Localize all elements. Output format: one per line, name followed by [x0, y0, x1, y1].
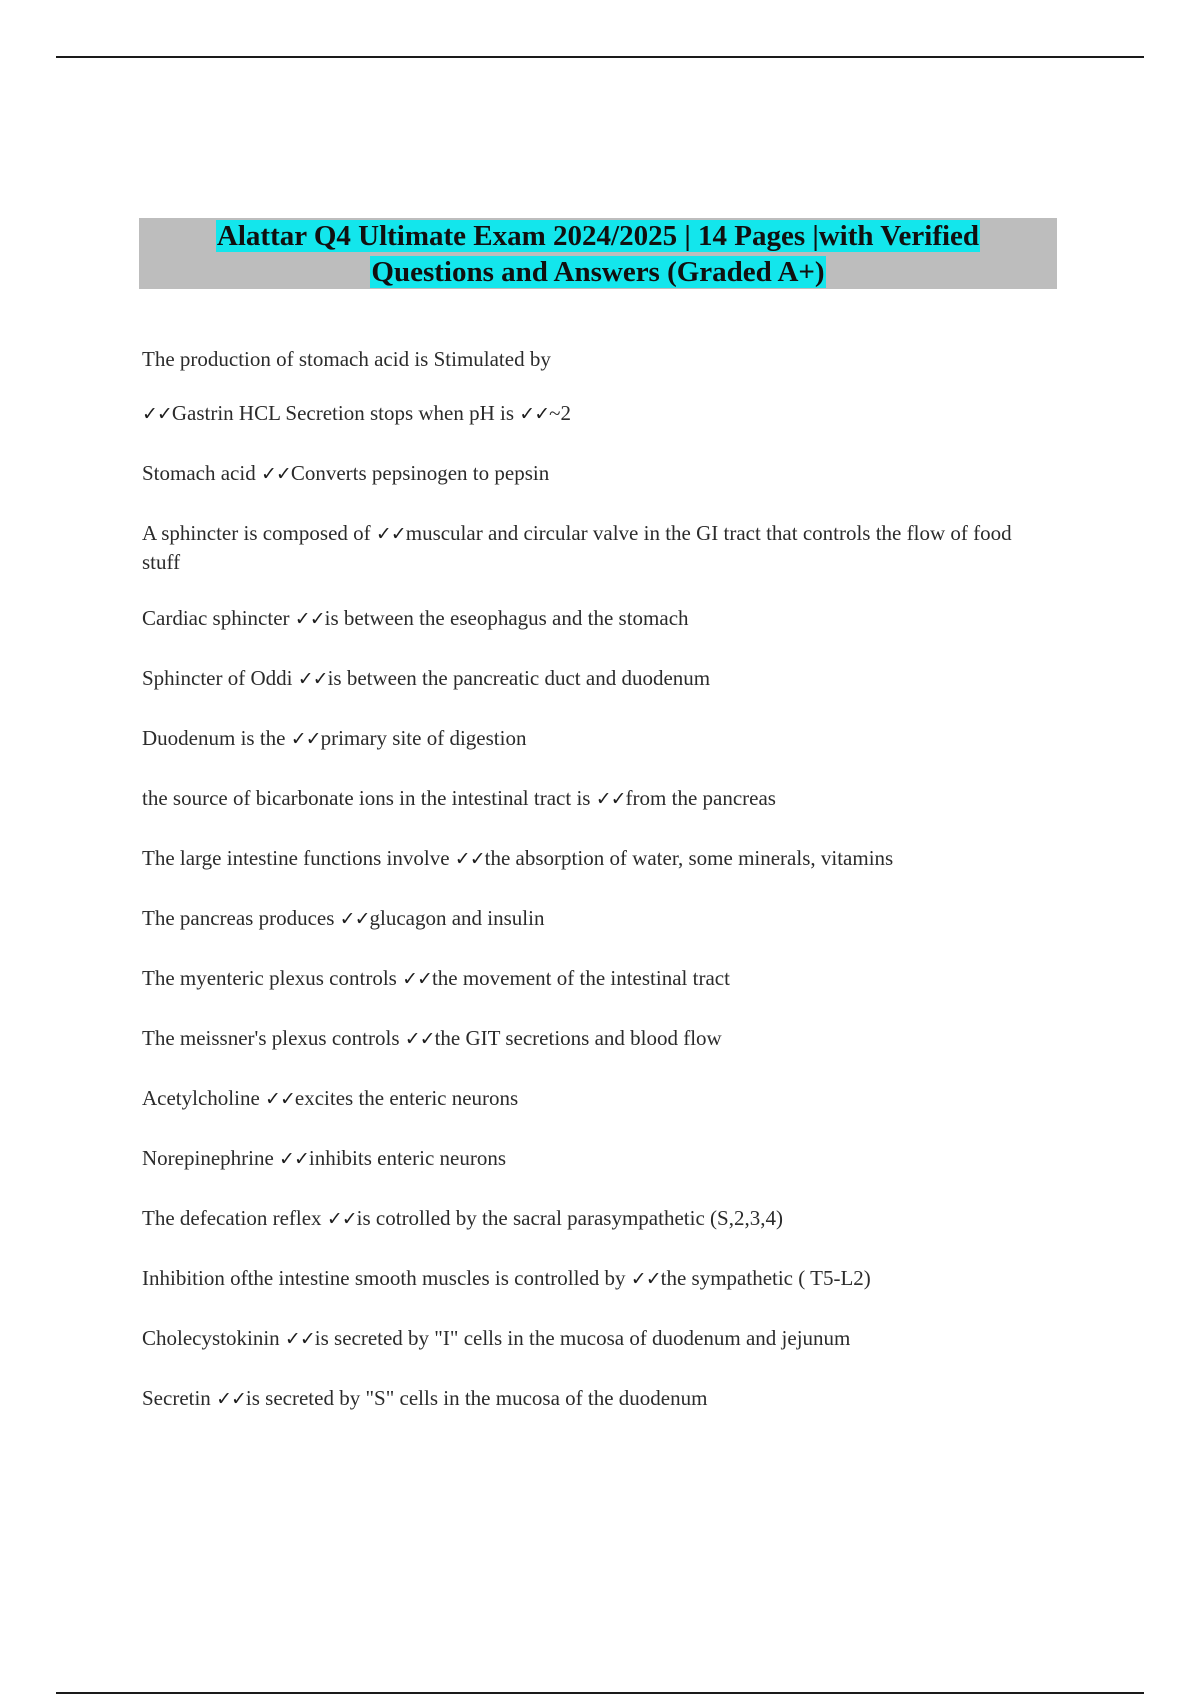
- qa-answer: the sympathetic ( T5-L2): [660, 1266, 871, 1290]
- qa-answer: is secreted by "S" cells in the mucosa of the duodenum: [245, 1386, 708, 1410]
- check-icon: ✓✓: [402, 968, 432, 990]
- qa-answer: is between the eseophagus and the stomach: [324, 606, 689, 630]
- qa-item: [142, 1084, 1022, 1113]
- qa-answer: is cotrolled by the sacral parasympathetic (S,2,3,4): [356, 1206, 783, 1230]
- title-line-1: [139, 218, 1057, 254]
- qa-question: Secretin: [142, 1386, 217, 1410]
- check-icon: ✓✓: [630, 1268, 661, 1290]
- qa-question: A sphincter is composed of: [142, 521, 376, 545]
- title-line-2-text: Questions and Answers (Graded A+): [371, 256, 825, 288]
- qa-question: Sphincter of Oddi: [142, 666, 298, 690]
- qa-answer: inhibits enteric neurons: [308, 1146, 507, 1170]
- title-line-2: [139, 254, 1057, 290]
- check-icon: ✓✓: [216, 1388, 246, 1410]
- qa-item: [142, 784, 1022, 813]
- qa-answer: from the pancreas: [625, 786, 776, 810]
- qa-answer: ~2: [549, 401, 571, 425]
- qa-question: Acetylcholine: [142, 1086, 266, 1110]
- check-icon: ✓✓: [454, 848, 485, 870]
- qa-question: The large intestine functions involve: [142, 846, 455, 870]
- qa-question: The meissner's plexus controls: [142, 1026, 405, 1050]
- qa-answer: glucagon and insulin: [369, 906, 545, 930]
- check-icon: ✓✓: [294, 608, 325, 630]
- qa-question: The pancreas produces: [142, 906, 340, 930]
- qa-answer: muscular and circular valve in the GI tract that controls the flow of food stuff: [142, 521, 1012, 574]
- check-icon: ✓✓: [339, 908, 370, 930]
- qa-answer: excites the enteric neurons: [294, 1086, 519, 1110]
- qa-item: [142, 1384, 1022, 1413]
- qa-item: [142, 1324, 1022, 1353]
- qa-answer: is secreted by "I" cells in the mucosa of duodenum and jejunum: [314, 1326, 851, 1350]
- qa-item: [142, 1024, 1022, 1053]
- qa-item: [142, 724, 1022, 753]
- check-icon: ✓✓: [375, 523, 406, 545]
- title-line-1-text: Alattar Q4 Ultimate Exam 2024/2025 | 14 Pages |with Verified: [216, 220, 980, 252]
- qa-question: Stomach acid: [142, 461, 261, 485]
- check-icon: ✓✓: [142, 403, 172, 425]
- qa-item: [142, 904, 1022, 933]
- document-title: [139, 218, 1057, 289]
- check-icon: ✓✓: [284, 1328, 315, 1350]
- check-icon: ✓✓: [519, 403, 550, 425]
- bottom-rule: [56, 1692, 1144, 1694]
- qa-question: Inhibition ofthe intestine smooth muscles is controlled by: [142, 1266, 631, 1290]
- qa-answer: the GIT secretions and blood flow: [434, 1026, 722, 1050]
- qa-question: The defecation reflex: [142, 1206, 327, 1230]
- qa-item: [142, 844, 1022, 873]
- top-rule: [56, 56, 1144, 58]
- check-icon: ✓✓: [404, 1028, 435, 1050]
- qa-item: [142, 399, 1022, 428]
- check-icon: ✓✓: [265, 1088, 295, 1110]
- qa-answer: primary site of digestion: [320, 726, 527, 750]
- qa-answer: is between the pancreatic duct and duodenum: [327, 666, 711, 690]
- check-icon: ✓✓: [326, 1208, 357, 1230]
- qa-item: [142, 1264, 1022, 1293]
- qa-item: [142, 345, 1022, 373]
- check-icon: ✓✓: [297, 668, 328, 690]
- qa-answer: the absorption of water, some minerals, vitamins: [484, 846, 894, 870]
- qa-list: [142, 314, 1022, 1413]
- check-icon: ✓✓: [290, 728, 321, 750]
- qa-item: [142, 664, 1022, 693]
- qa-item: [142, 1144, 1022, 1173]
- qa-item: [142, 604, 1022, 633]
- qa-answer: Gastrin HCL Secretion stops when pH is: [171, 401, 520, 425]
- qa-item: [142, 964, 1022, 993]
- qa-answer: Converts pepsinogen to pepsin: [290, 461, 550, 485]
- qa-question: Norepinephrine: [142, 1146, 280, 1170]
- qa-question: Cardiac sphincter: [142, 606, 295, 630]
- qa-question: The production of stomach acid is Stimulated by: [142, 347, 551, 371]
- qa-question: Duodenum is the: [142, 726, 291, 750]
- qa-question: Cholecystokinin: [142, 1326, 285, 1350]
- qa-item: [142, 519, 1022, 576]
- qa-answer: the movement of the intestinal tract: [431, 966, 730, 990]
- check-icon: ✓✓: [595, 788, 626, 810]
- qa-question: the source of bicarbonate ions in the intestinal tract is: [142, 786, 596, 810]
- qa-item: [142, 459, 1022, 488]
- qa-item: [142, 1204, 1022, 1233]
- check-icon: ✓✓: [260, 463, 291, 485]
- check-icon: ✓✓: [279, 1148, 309, 1170]
- qa-question: The myenteric plexus controls: [142, 966, 403, 990]
